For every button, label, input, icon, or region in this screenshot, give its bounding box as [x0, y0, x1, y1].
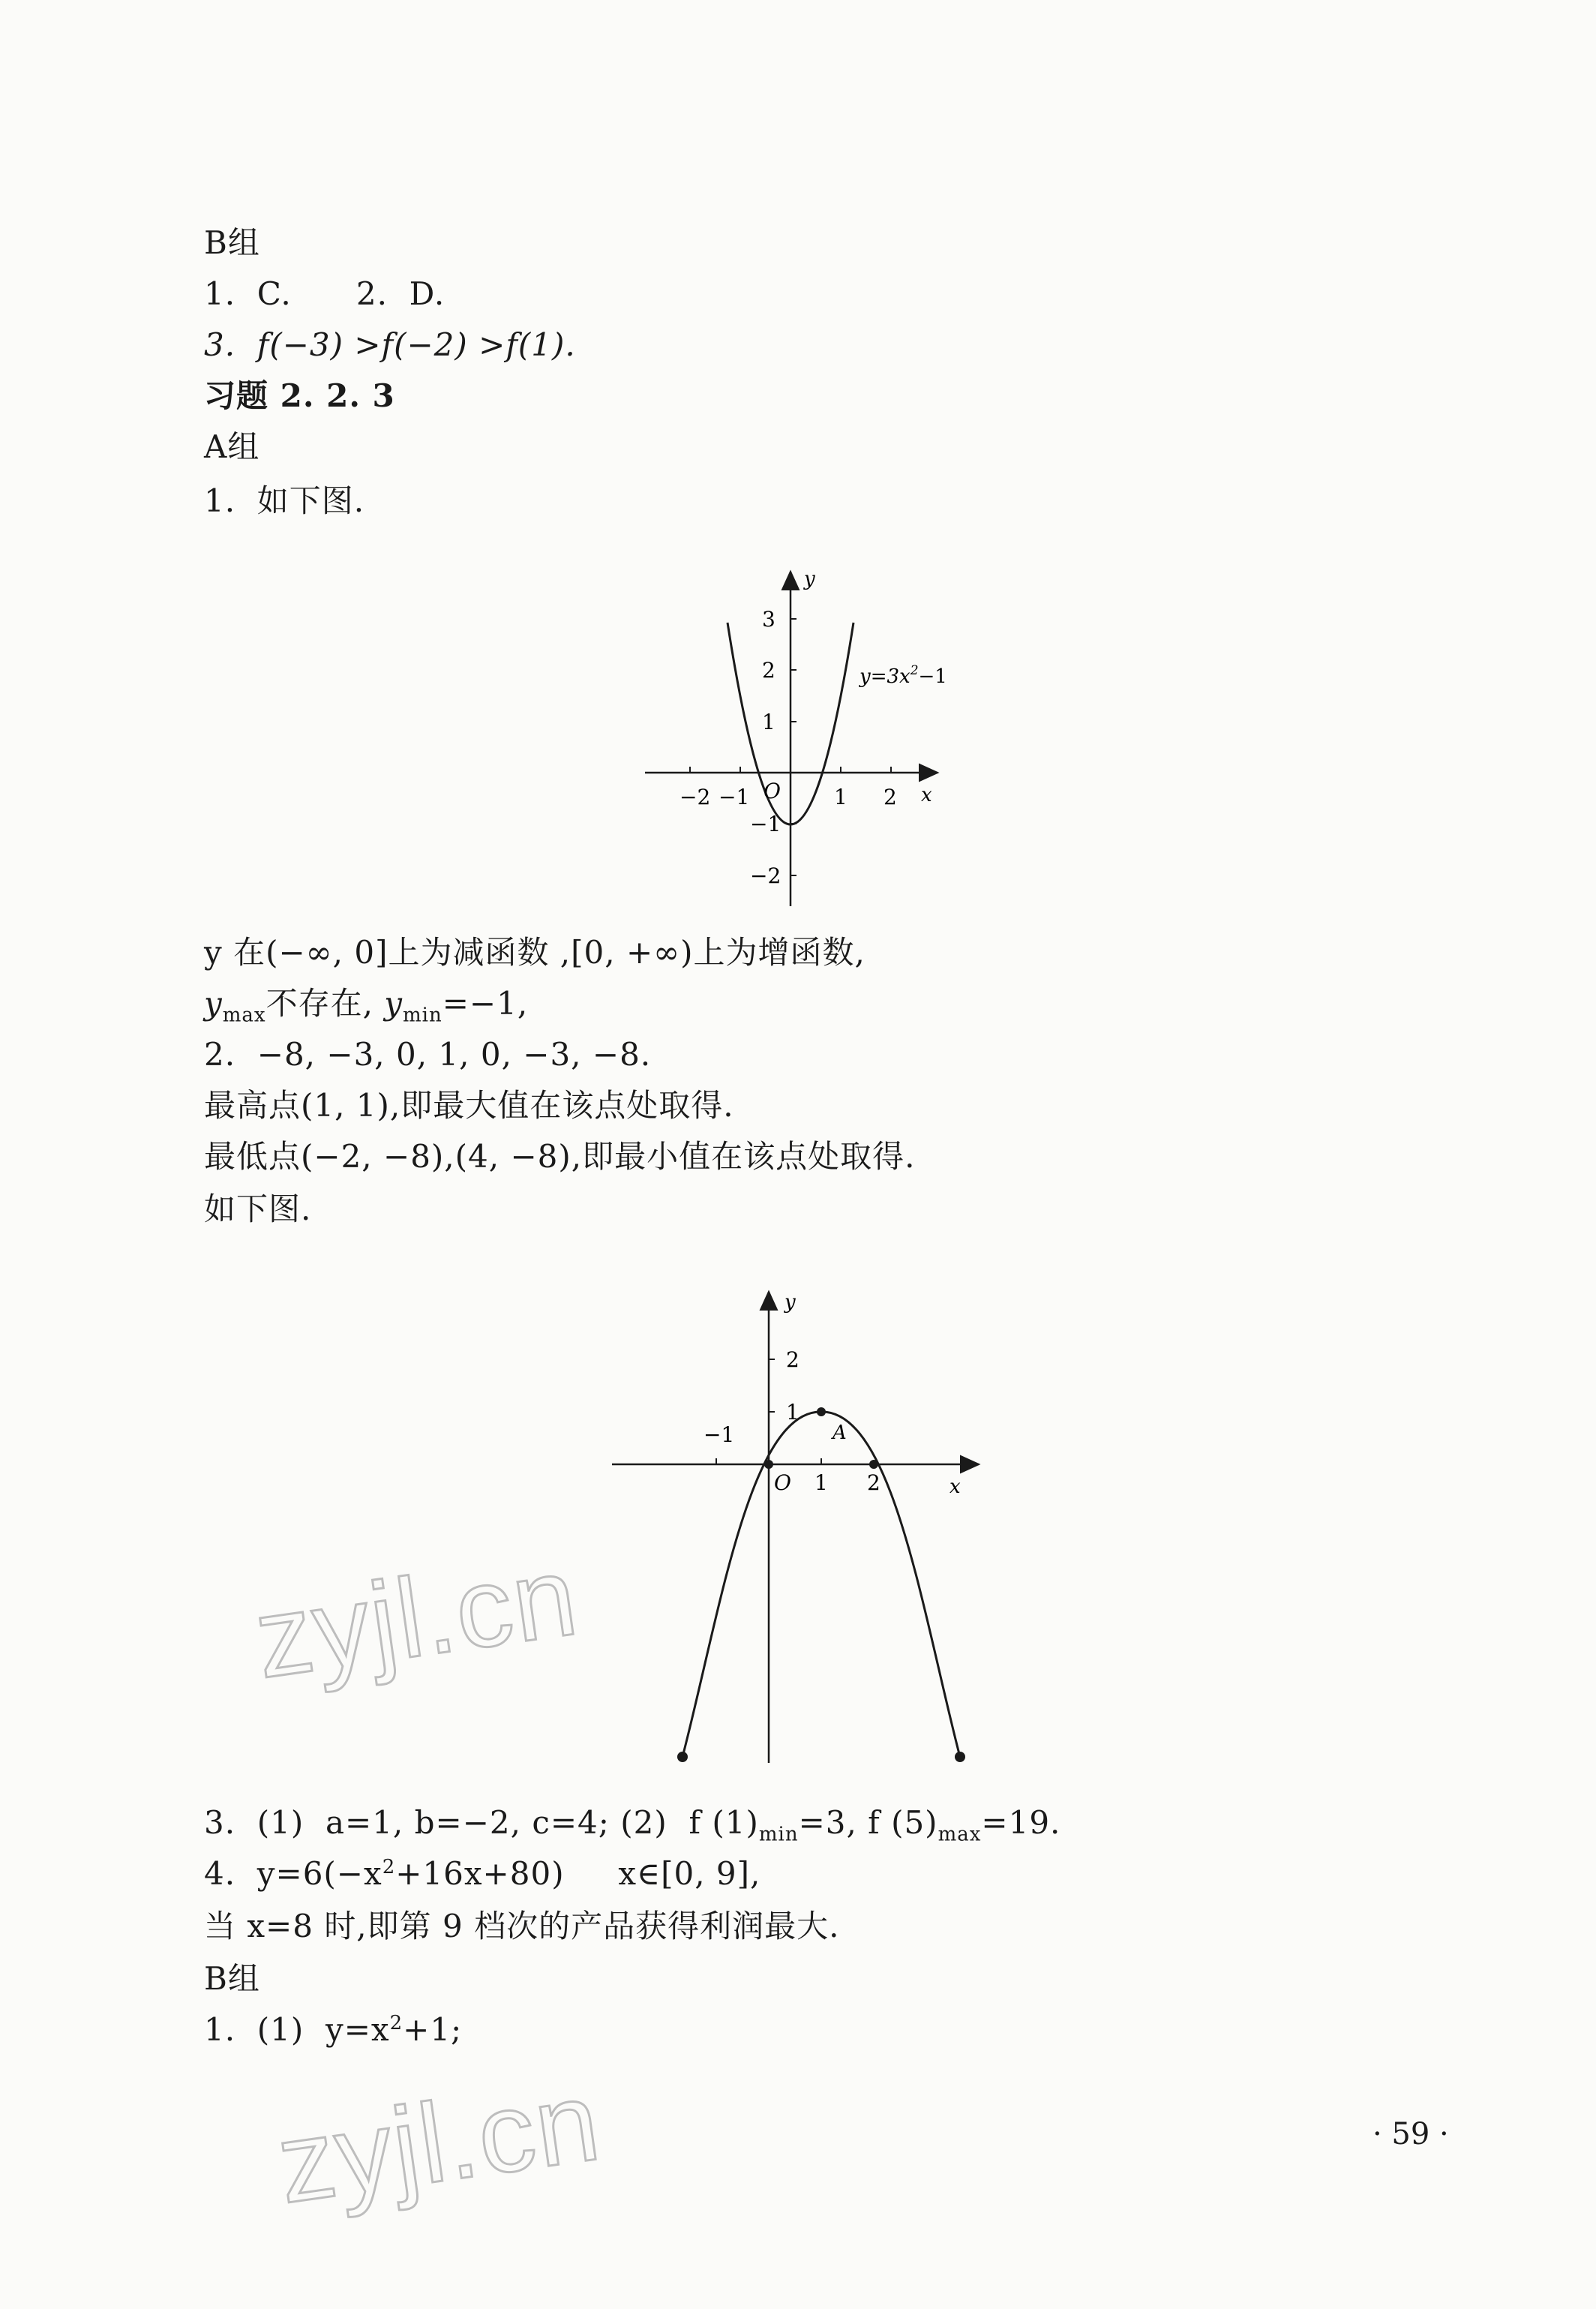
endpoint-left: [677, 1752, 688, 1762]
group-b2-heading: B组: [204, 1960, 260, 1997]
graph1-ytick: 3: [762, 607, 776, 632]
graph1-xtick: −2: [680, 785, 711, 809]
graph-parabola-up: [630, 555, 960, 915]
graph2-x-label: x: [950, 1476, 961, 1498]
graph2-ytick: 1: [786, 1400, 800, 1425]
graph1-x-label: x: [921, 784, 932, 806]
graph2-ytick: 2: [786, 1347, 800, 1372]
watermark: zyjl.cn: [270, 2057, 608, 2227]
question-1-extrema: $y_{max}$不存在, $y_{min}=-1$,: [204, 985, 529, 1027]
question-2-fig: 如下图.: [204, 1191, 312, 1227]
question-1: 1. 如下图.: [204, 482, 365, 519]
graph1-ytick: −1: [750, 812, 782, 836]
page-number: · 59 ·: [1372, 2117, 1449, 2151]
graph1-xtick: 1: [834, 785, 848, 809]
graph2-origin: O: [774, 1470, 791, 1495]
graph-parabola-down: [608, 1275, 998, 1778]
group-b-question-1: 1. (1) $y=x^2+1$;: [204, 2011, 463, 2048]
question-2: 2. −8, −3, 0, 1, 0, −3, −8.: [204, 1036, 652, 1073]
group-b-heading: B组: [204, 224, 260, 261]
graph2-xtick: 2: [867, 1470, 880, 1495]
graph1-ytick: 2: [762, 658, 776, 683]
graph1-ytick: −2: [750, 863, 782, 888]
graph2-xtick: −1: [704, 1422, 735, 1447]
answer-3: 3. f(−3) >f(−2) >f(1).: [204, 326, 576, 363]
graph1-xtick: −1: [718, 785, 750, 809]
graph2-y-label: y: [784, 1291, 796, 1314]
endpoint-right: [955, 1752, 965, 1762]
watermark: zyjl.cn: [248, 1532, 586, 1702]
graph1-y-label: y: [804, 568, 815, 590]
graph1-origin: O: [764, 779, 781, 803]
question-2-max: 最高点(1, 1),即最大值在该点处取得.: [204, 1087, 734, 1124]
question-2-min: 最低点(−2, −8),(4, −8),即最小值在该点处取得.: [204, 1138, 916, 1175]
graph1-ytick: 1: [762, 710, 776, 734]
question-4: 4. $y=6(-x^2+16x+80)$ x∈[0, 9],: [204, 1855, 761, 1892]
question-3: 3. (1) a=1, b=−2, c=4; (2) f $(1)_{min}=3$, f $(5)_{max}=19$.: [204, 1804, 1061, 1846]
group-a-heading: A组: [204, 428, 260, 465]
graph2-xtick: 1: [814, 1470, 828, 1495]
exercise-title: 习题 2. 2. 3: [204, 377, 395, 414]
graph2-point-a: A: [832, 1422, 847, 1444]
graph1-xtick: 2: [884, 785, 897, 809]
graph1-equation: $y=3x^2-1$: [860, 663, 947, 688]
root-point: [869, 1460, 878, 1469]
origin-point: [764, 1460, 773, 1469]
question-1-desc: y 在(−∞, 0]上为减函数 ,[0, +∞)上为增函数,: [204, 934, 866, 971]
answers-1-2: 1. C. 2. D.: [204, 275, 446, 312]
vertex-point: [817, 1407, 826, 1416]
question-4-note: 当 x=8 时,即第 9 档次的产品获得利润最大.: [204, 1908, 840, 1944]
